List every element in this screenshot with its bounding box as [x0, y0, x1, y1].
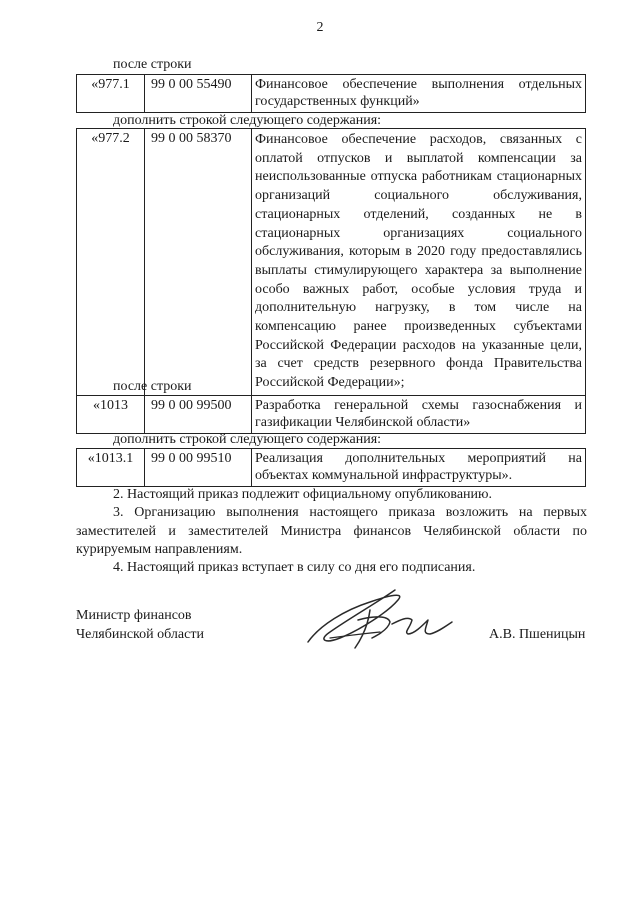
signer-title-line1: Министр финансов [76, 608, 192, 623]
row-code: «977.2 [77, 129, 145, 396]
row-code: «1013.1 [77, 449, 145, 487]
add-line-label-2: дополнить строкой следующего содержания: [113, 432, 382, 447]
after-line-label-2: после строки [113, 379, 192, 394]
paragraph-3: 3. Организацию выполнения настоящего приказа возложить на первых заместителей и заместителей Министра финансов Челябинской области по курируемым направлениям. [76, 505, 587, 557]
signer-title-line2: Челябинской области [76, 627, 204, 642]
table-row-977-1 [76, 74, 586, 113]
row-code: «1013 [77, 396, 145, 434]
table-row-1013-1 [76, 448, 586, 487]
paragraph-4: 4. Настоящий приказ вступает в силу со дня его подписания. [113, 560, 476, 575]
row-kbk: 99 0 00 58370 [145, 129, 252, 396]
after-line-label-1: после строки [113, 57, 192, 72]
row-description: Разработка генеральной схемы газоснабжения и газификации Челябинской области» [252, 396, 586, 434]
table-row-977-2 [76, 128, 586, 396]
page-number: 2 [316, 20, 324, 35]
row-kbk: 99 0 00 99500 [145, 396, 252, 434]
row-kbk: 99 0 00 99510 [145, 449, 252, 487]
paragraph-2: 2. Настоящий приказ подлежит официальному опубликованию. [113, 487, 492, 502]
row-kbk: 99 0 00 55490 [145, 75, 252, 113]
handwritten-signature [300, 580, 460, 660]
row-code: «977.1 [77, 75, 145, 113]
row-description: Реализация дополнительных мероприятий на объектах коммунальной инфраструктуры». [252, 449, 586, 487]
table-row-1013 [76, 395, 586, 434]
row-description: Финансовое обеспечение расходов, связанных с оплатой отпусков и выплатой компенсации за неиспользованные отпуска работникам стационарных организаций социального обслуживания, стационарных отделений, созданных не в стационарных организациях социального обслуживания, которым в 2020 году предоставлялись выплаты стимулирующего характера за выполнение особо важных работ, особые условия труда и дополнительную нагрузку, в том числе на компенсацию ранее произведенных субъектами Российской Федерации расходов на указанные цели, за счет средств резервного фонда Правительства Российской Федерации»; [252, 129, 586, 396]
add-line-label-1: дополнить строкой следующего содержания: [113, 113, 382, 128]
row-description: Финансовое обеспечение выполнения отдельных государственных функций» [252, 75, 586, 113]
signer-name: А.В. Пшеницын [489, 627, 586, 642]
